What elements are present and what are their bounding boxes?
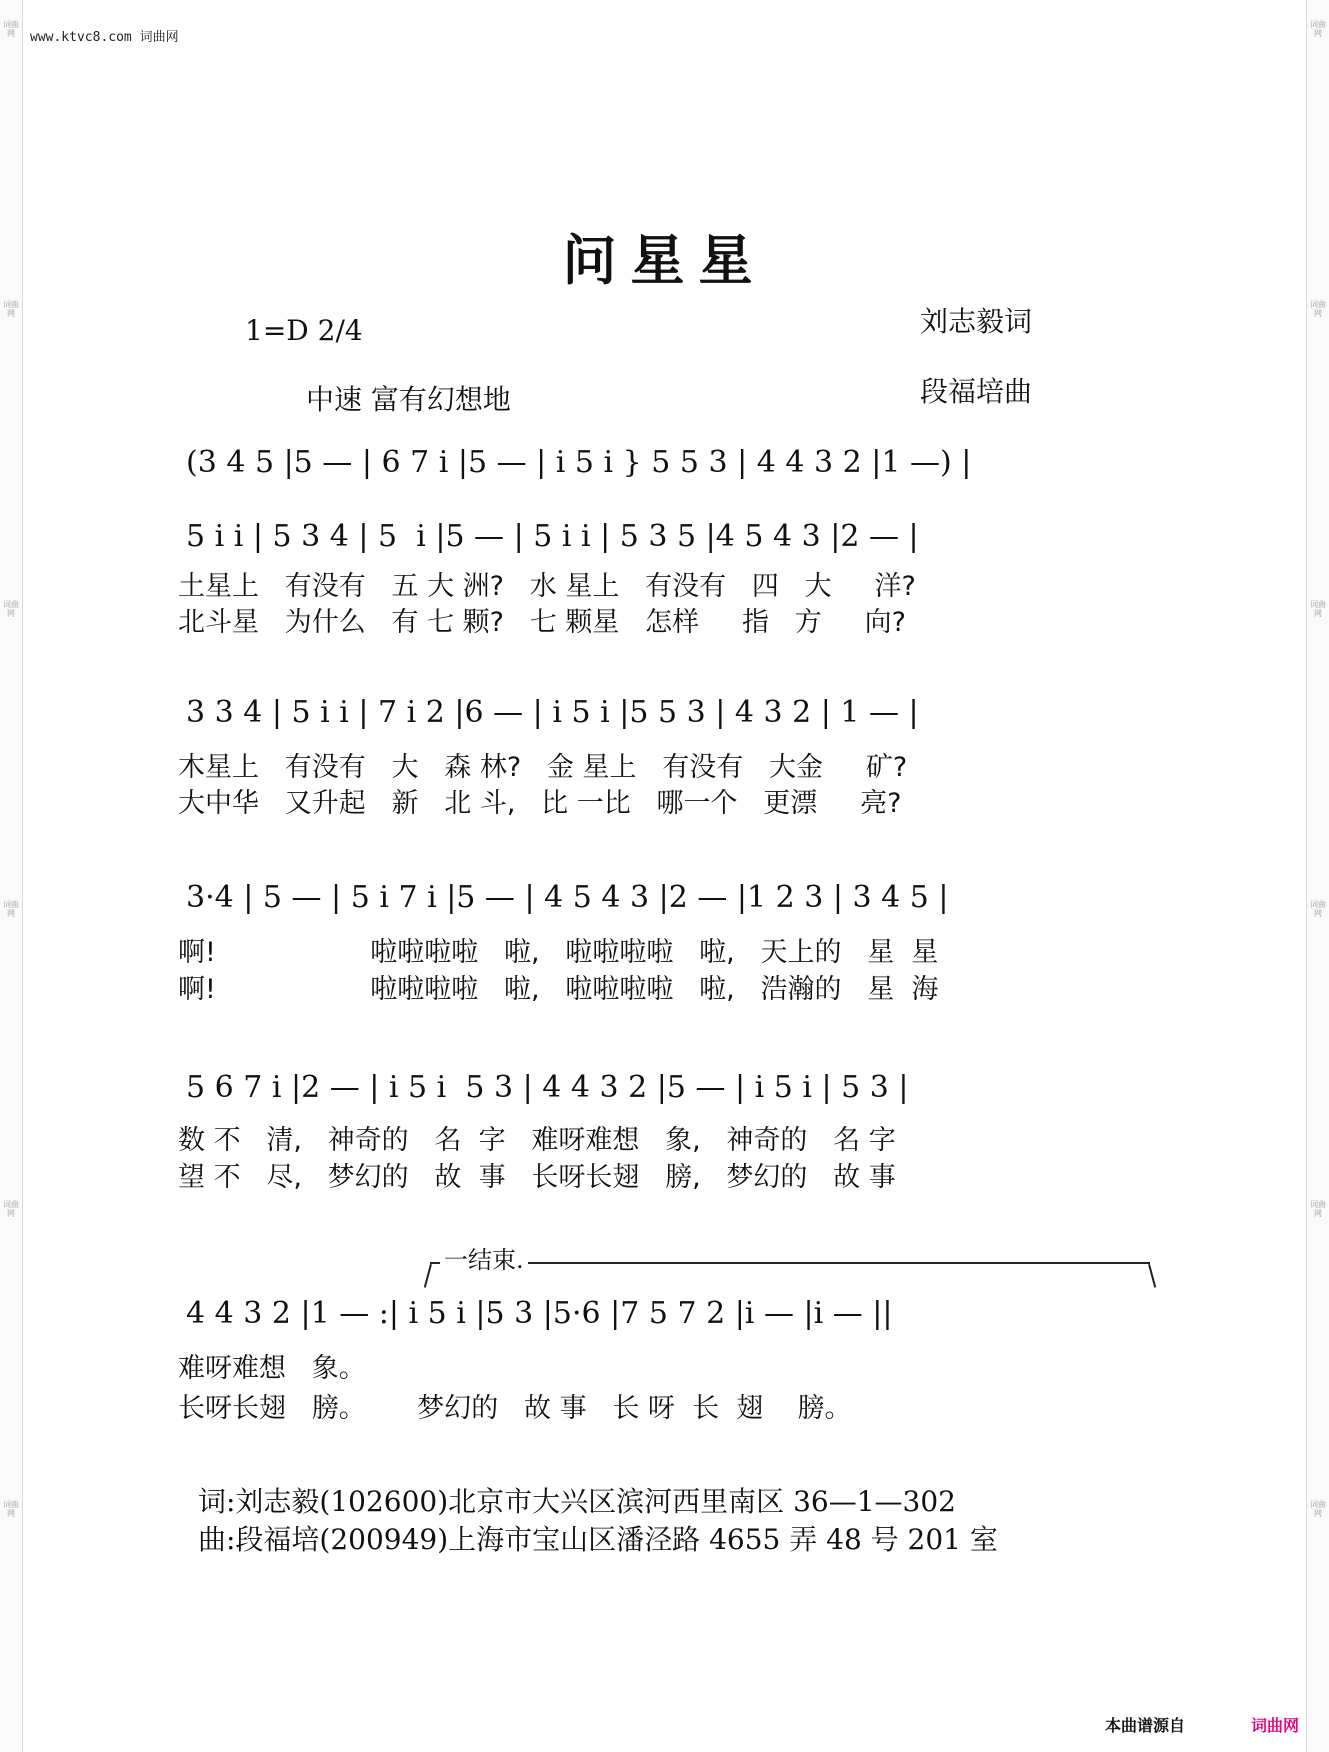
side-watermark: 词曲网 bbox=[1310, 600, 1326, 618]
side-watermark: 词曲网 bbox=[3, 1500, 19, 1518]
lyric-line: 难呀难想 象。 bbox=[178, 1353, 366, 1384]
side-watermark: 词曲网 bbox=[1310, 900, 1326, 918]
side-watermark: 词曲网 bbox=[1310, 300, 1326, 318]
lyric-line: 木星上 有没有 大 森 林? 金 星上 有没有 大金 矿? bbox=[178, 752, 908, 783]
notation-line: 4 4 3 2 |1 — :| i 5 i |5 3 |5·6 |7 5 7 2 |i — |i — || bbox=[186, 1296, 893, 1331]
lyric-line: 数 不 清, 神奇的 名 字 难呀难想 象, 神奇的 名 字 bbox=[178, 1125, 896, 1156]
side-watermark: 词曲网 bbox=[1310, 1200, 1326, 1218]
lyric-line: 土星上 有没有 五 大 洲? 水 星上 有没有 四 大 洋? bbox=[178, 571, 916, 602]
tempo-marking: 中速 富有幻想地 bbox=[306, 383, 511, 416]
notation-line: (3 4 5 |5 — | 6 7 i |5 — | i 5 i } 5 5 3 | 4 4 3 2 |1 —) | bbox=[186, 445, 972, 480]
brand-logo-text[interactable]: 词曲网 bbox=[1250, 1716, 1299, 1735]
composer-address: 曲:段福培(200949)上海市宝山区潘泾路 4655 弄 48 号 201 室 bbox=[198, 1523, 998, 1556]
ending-bracket bbox=[430, 1262, 1150, 1276]
lyric-line: 北斗星 为什么 有 七 颗? 七 颗星 怎样 指 方 向? bbox=[178, 607, 906, 638]
site-watermark: www.ktvc8.com 词曲网 bbox=[30, 30, 179, 45]
song-title: 问星星 bbox=[562, 229, 767, 292]
lyric-line: 望 不 尽, 梦幻的 故 事 长呀长翅 膀, 梦幻的 故 事 bbox=[178, 1162, 896, 1193]
notation-line: 5 6 7 i |2 — | i 5 i 5 3 | 4 4 3 2 |5 — | i 5 i | 5 3 | bbox=[186, 1070, 909, 1105]
side-watermark: 词曲网 bbox=[3, 600, 19, 618]
side-watermark: 词曲网 bbox=[3, 900, 19, 918]
key-time-signature: 1=D 2/4 bbox=[245, 314, 363, 347]
side-watermark: 词曲网 bbox=[1310, 1500, 1326, 1518]
side-watermark: 词曲网 bbox=[3, 300, 19, 318]
lyric-line: 长呀长翅 膀。 梦幻的 故 事 长 呀 长 翅 膀。 bbox=[178, 1393, 852, 1424]
lyric-line: 啊! 啦啦啦啦 啦, 啦啦啦啦 啦, 浩瀚的 星 海 bbox=[178, 974, 939, 1005]
side-watermark: 词曲网 bbox=[3, 20, 19, 38]
notation-line: 3 3 4 | 5 i i | 7 i 2 |6 — | i 5 i |5 5 3 | 4 3 2 | 1 — | bbox=[186, 695, 919, 730]
side-watermark: 词曲网 bbox=[3, 1200, 19, 1218]
ending-label: 一结束. bbox=[440, 1240, 528, 1275]
source-text: 本曲谱源自 bbox=[1104, 1716, 1185, 1735]
lyric-line: 大中华 又升起 新 北 斗, 比 一比 哪一个 更漂 亮? bbox=[178, 788, 902, 819]
notation-line: 3·4 | 5 — | 5 i 7 i |5 — | 4 5 4 3 |2 — |1 2 3 | 3 4 5 | bbox=[186, 880, 949, 915]
composer-credit: 段福培曲 bbox=[920, 375, 1033, 408]
lyricist-credit: 刘志毅词 bbox=[920, 305, 1033, 338]
side-watermark: 词曲网 bbox=[1310, 20, 1326, 38]
lyricist-address: 词:刘志毅(102600)北京市大兴区滨河西里南区 36—1—302 bbox=[198, 1485, 956, 1518]
lyric-line: 啊! 啦啦啦啦 啦, 啦啦啦啦 啦, 天上的 星 星 bbox=[178, 937, 939, 968]
notation-line: 5 i i | 5 3 4 | 5 i |5 — | 5 i i | 5 3 5 |4 5 4 3 |2 — | bbox=[186, 519, 919, 554]
